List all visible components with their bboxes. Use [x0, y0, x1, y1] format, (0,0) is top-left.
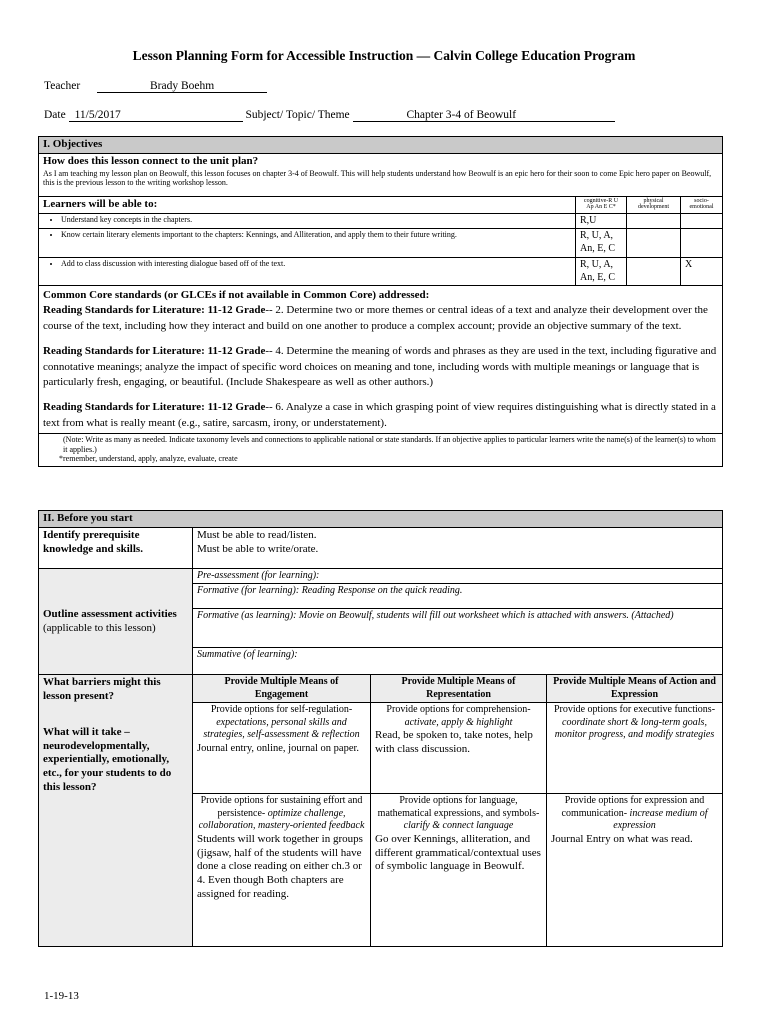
representation-examples: activate, apply & highlight: [404, 716, 513, 728]
objective-socio: X: [681, 258, 723, 286]
representation-prompt-2: Provide options for language, mathematical expressions, and symbols-: [377, 795, 540, 819]
socio-col-header: socio-emotional: [681, 196, 723, 213]
objective-socio: [681, 213, 723, 229]
formative-for-learning: Formative (for learning): Reading Response on the quick reading.: [193, 584, 723, 609]
action-prompt-2: [551, 795, 718, 833]
before-section-title: II. Before you start: [39, 511, 723, 528]
objectives-table: [38, 136, 723, 467]
learners-label: Learners will be able to:: [39, 196, 576, 213]
teacher-value: Brady Boehm: [97, 80, 267, 93]
action-prompt-text-2: Provide options for expression and communication-: [561, 795, 705, 819]
before-start-table: [38, 510, 723, 947]
objectives-note: (Note: Write as many as needed. Indicate taxonomy levels and connections to applicable national or state standards. If an objective applies to particular learners write the name(s) of the learner(s) to whom it applies.): [63, 435, 716, 454]
representation-response-2: Go over Kennings, alliteration, and different grammatical/contextual uses of symbolic language in Beowulf.: [375, 832, 541, 873]
pre-assessment: Pre-assessment (for learning):: [193, 568, 723, 584]
date-row: [44, 109, 615, 122]
action-prompt-text: Provide options for executive functions-: [553, 704, 716, 716]
common-core-heading: Common Core standards (or GLCEs if not available in Common Core) addressed:: [43, 289, 430, 301]
action-examples: coordinate short & long-term goals, monitor progress, and modify strategies: [554, 716, 715, 741]
what-will-it-take-question: What will it take – neurodevelopmentally, experientially, emotionally, etc., for your students to do this lesson?: [43, 725, 172, 793]
standard-label: Reading Standards for Literature: 11-12 Grade: [43, 304, 266, 317]
barriers-question: What barriers might this lesson present?: [43, 676, 161, 702]
formative-as-learning: Formative (as learning): Movie on Beowulf, students will fill out worksheet which is attached with answers. (Attached): [193, 609, 723, 648]
physical-col-header: physical development: [627, 196, 681, 213]
engagement-cell-2: [193, 794, 371, 947]
prereq-label: Identify prerequisite knowledge and skills.: [39, 527, 193, 568]
objective-item: • Add to class discussion with interesting dialogue based off of the text.: [61, 259, 571, 269]
assessment-sublabel: (applicable to this lesson): [43, 621, 156, 634]
objective-item: • Know certain literary elements important to the chapters: Kennings, and Alliteration, and apply them to their future writing.: [61, 230, 571, 240]
standard-text: -- 4. Determine the meaning of words and phrases as they are used in the text, including figurative and connotative meanings; analyze the impact of specific word choices on meaning and tone, including words with multiple meanings or language that is particularly fresh, engaging, or beautiful. (Include Shakespeare as well as other authors.): [43, 345, 717, 388]
taxonomy-footnote: *remember, understand, apply, analyze, evaluate, create: [59, 454, 238, 464]
objective-cognitive: R, U, A, An, E, C: [576, 258, 627, 286]
standard-item: [43, 303, 718, 334]
objective-physical: [627, 229, 681, 258]
cognitive-col-header: cognitive-R U Ap An E C*: [576, 196, 627, 213]
engagement-prompt: Provide options for self-regulation-: [210, 704, 353, 716]
teacher-row: [44, 80, 267, 93]
objective-cognitive: R,U: [576, 213, 627, 229]
unit-connect-question: How does this lesson connect to the unit plan?: [43, 154, 259, 167]
engagement-response: Journal entry, online, journal on paper.: [197, 742, 360, 754]
engagement-header: Provide Multiple Means of Engagement: [193, 675, 371, 703]
representation-cell-1: [371, 703, 547, 794]
engagement-response-2: Students will work together in groups (jigsaw, half of the students will have done a close reading on either ch.3 or 4. Even though Both chapters are assigned for reading.: [197, 832, 363, 900]
objective-physical: [627, 258, 681, 286]
standard-item: [43, 344, 718, 390]
action-prompt: [551, 704, 718, 742]
representation-cell-2: [371, 794, 547, 947]
engagement-cell-1: [193, 703, 371, 794]
prereq-line: Must be able to read/listen.: [197, 528, 317, 541]
assessment-label: Outline assessment activities: [43, 607, 177, 620]
objective-cognitive: R, U, A, An, E, C: [576, 229, 627, 258]
standard-item: [43, 400, 718, 431]
representation-prompt: Provide options for comprehension-: [386, 704, 531, 716]
action-examples-2: increase medium of expression: [613, 807, 708, 832]
standard-text: -- 2. Determine two or more themes or central ideas of a text and analyze their development over the course of the text, including how they interact and build on one another to produce a complex account; provide an objective summary of the text.: [43, 304, 708, 332]
objective-physical: [627, 213, 681, 229]
standard-text: -- 6. Analyze a case in which grasping point of view requires distinguishing what is directly stated in a text from what is really meant (e.g., satire, sarcasm, irony, or understatement).: [43, 401, 716, 429]
date-value: 11/5/2017: [69, 109, 243, 122]
objective-item: • Understand key concepts in the chapters.: [61, 215, 571, 225]
page-title: Lesson Planning Form for Accessible Instruction — Calvin College Education Program: [132, 48, 636, 63]
footer-date: 1-19-13: [44, 990, 79, 1002]
subject-label: Subject/ Topic/ Theme: [245, 109, 350, 121]
engagement-examples: expectations, personal skills and strategies, self-assessment & reflection: [203, 716, 360, 741]
action-expression-header: Provide Multiple Means of Action and Expression: [547, 675, 723, 703]
engagement-prompt-2: [197, 795, 366, 833]
representation-header: Provide Multiple Means of Representation: [371, 675, 547, 703]
objectives-section-title: I. Objectives: [39, 137, 723, 154]
standard-label: Reading Standards for Literature: 11-12 Grade: [43, 401, 266, 414]
teacher-label: Teacher: [44, 80, 81, 92]
action-response-2: Journal Entry on what was read.: [551, 832, 693, 845]
objective-socio: [681, 229, 723, 258]
representation-response: Read, be spoken to, take notes, help with class discussion.: [375, 729, 533, 755]
prereq-line: Must be able to write/orate.: [197, 542, 319, 555]
representation-examples-2: clarify & connect language: [403, 820, 514, 832]
date-label: Date: [44, 109, 66, 121]
engagement-prompt-text: Provide options for sustaining effort and persistence-: [200, 795, 363, 819]
subject-value: Chapter 3-4 of Beowulf: [353, 109, 615, 122]
standard-label: Reading Standards for Literature: 11-12 Grade: [43, 345, 266, 358]
action-cell-1: [547, 703, 723, 794]
summative: Summative (of learning):: [193, 648, 723, 675]
action-cell-2: [547, 794, 723, 947]
unit-connect-answer: As I am teaching my lesson plan on Beowulf, this lesson focuses on chapter 3-4 of Beowulf. This will help students understand how Beowulf is an epic hero for their soon to come Epic hero paper on Beowulf, this is the previous lesson to the writing workshop lesson.: [43, 168, 712, 188]
engagement-examples-2: optimize challenge, collaboration, mastery-oriented feedback: [198, 807, 365, 832]
